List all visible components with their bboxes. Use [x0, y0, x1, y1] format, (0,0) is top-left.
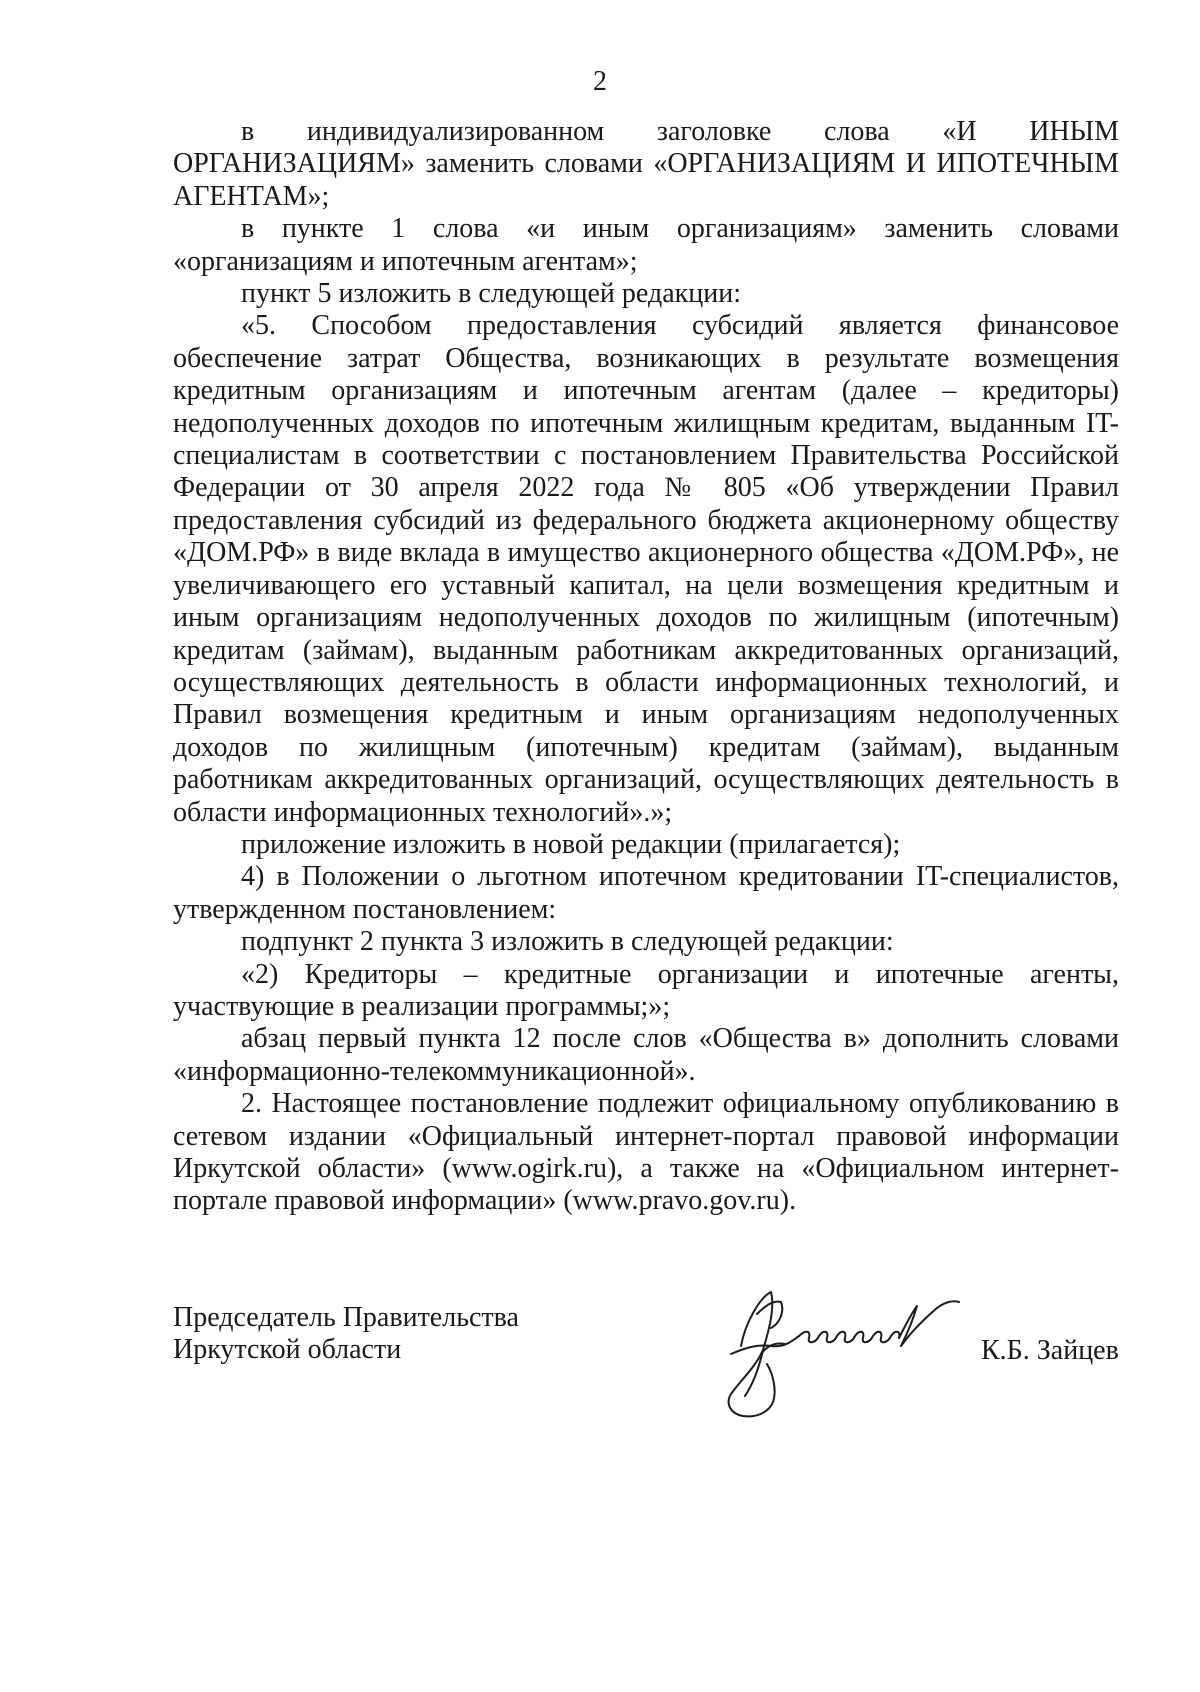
paragraph-item-4: 4) в Положении о льготном ипотечном кредитовании IT-специалистов, утвержденном постановлением: [173, 861, 1119, 925]
paragraph-subpoint-2-intro: подпункт 2 пункта 3 изложить в следующей редакции: [241, 926, 894, 958]
document-body [173, 116, 1119, 1218]
paragraph-point-5-intro: пункт 5 изложить в следующей редакции: [241, 278, 741, 310]
handwritten-signature [701, 1284, 977, 1424]
signer-title-line-2: Иркутской области [173, 1334, 402, 1366]
paragraph-point-5-text: «5. Способом предоставления субсидий является финансовое обеспечение затрат Общества, возникающих в результате возмещения кредитным организациям и ипотечным агентам (далее – кредиторы) недополученных доходов по ипотечным жилищным кредитам, выданным IT-специалистам в соответствии с постановлением Правительства Российской Федерации от 30 апреля 2022 года № 805 «Об утверждении Правил предоставления субсидий из федерального бюджета акционерному обществу «ДОМ.РФ» в виде вклада в имущество акционерного общества «ДОМ.РФ», не увеличивающего его уставный капитал, на цели возмещения кредитным и иным организациям недополученных доходов по жилищным (ипотечным) кредитам (займам), выданным работникам аккредитованных организаций, осуществляющих деятельность в области информационных технологий, и Правил возмещения кредитным и иным организациям недополученных доходов по жилищным (ипотечным) кредитам (займам), выданным работникам аккредитованных организаций, осуществляющих деятельность в области информационных технологий».»; [173, 310, 1119, 828]
paragraph-point-1-amendment: в пункте 1 слова «и иным организациям» заменить словами «организациям и ипотечным агентам»; [173, 213, 1119, 277]
signer-name: К.Б. Зайцев [981, 1335, 1119, 1366]
paragraph-publication: 2. Настоящее постановление подлежит официальному опубликованию в сетевом издании «Официальный интернет-портал правовой информации Иркутской области» (www.ogirk.ru), а также на «Официальном интернет-портале правовой информации» (www.pravo.gov.ru). [173, 1088, 1119, 1217]
paragraph-point-12-amendment: абзац первый пункта 12 после слов «Общества в» дополнить словами «информационно-телекоммуникационной». [173, 1023, 1119, 1087]
signer-title-line-1: Председатель Правительства [173, 1302, 519, 1333]
signature-block [173, 1302, 1119, 1452]
paragraph-heading-amendment: в индивидуализированном заголовке слова «И ИНЫМ ОРГАНИЗАЦИЯМ» заменить словами «ОРГАНИЗАЦИЯМ И ИПОТЕЧНЫМ АГЕНТАМ»; [173, 116, 1119, 212]
paragraph-subpoint-2-text: «2) Кредиторы – кредитные организации и ипотечные агенты, участвующие в реализации программы;»; [173, 958, 1119, 1022]
paragraph-appendix: приложение изложить в новой редакции (прилагается); [241, 828, 901, 860]
page-number: 2 [593, 66, 607, 97]
